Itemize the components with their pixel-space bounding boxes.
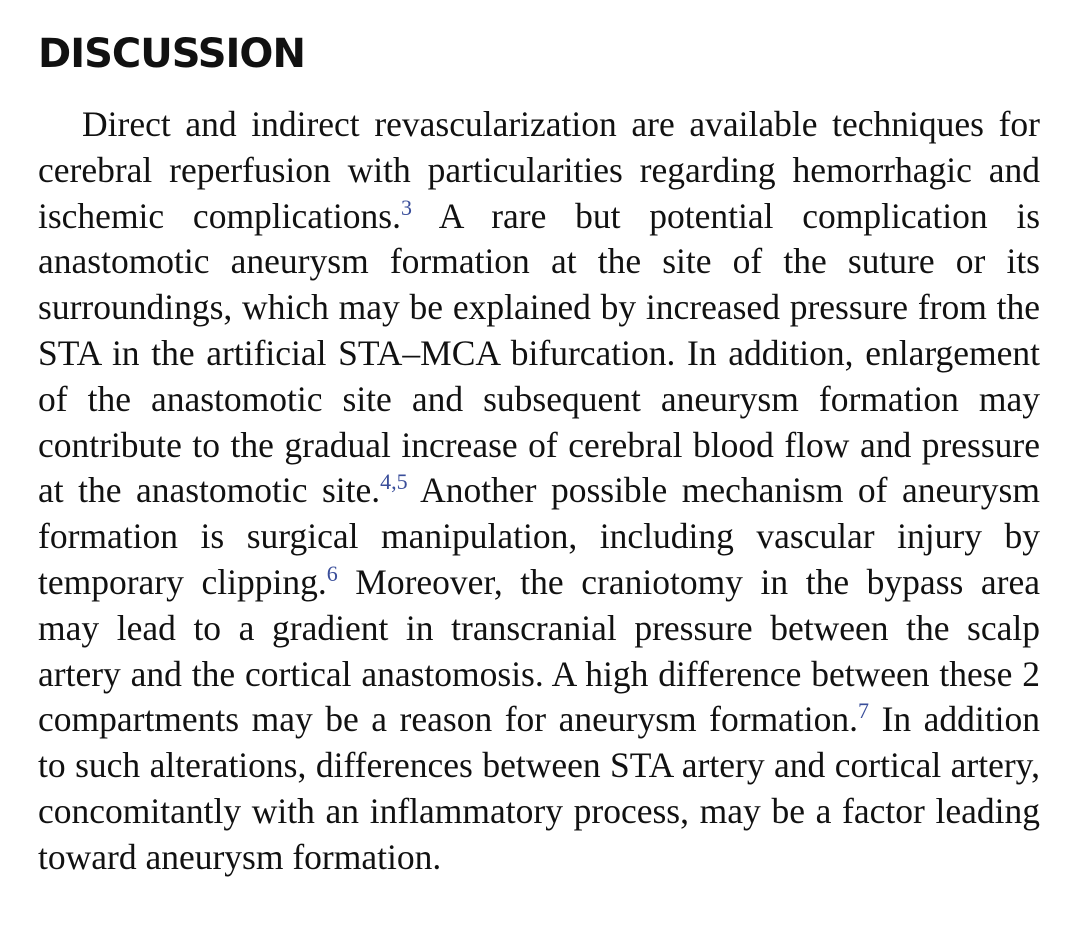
reference-link-6[interactable]: 6 xyxy=(326,560,338,586)
sentence-2: A rare but potential complication is anastomotic aneurysm formation at the site of the suture or its surroundings, which may be explained by increased pressure from the STA in the artificial STA–MCA bifurcation. In addition, enlargement of the anastomotic site and subsequent aneurysm formation may contribute to the gradual increase of cerebral blood flow and pressure at the anastomotic site. xyxy=(38,195,1041,511)
reference-link-7[interactable]: 7 xyxy=(858,698,870,724)
sentence-3: Another possible mechanism of aneurysm formation is surgical manipulation, including vascular injury by temporary clipping. xyxy=(38,470,1040,602)
article-page xyxy=(38,26,1040,881)
reference-link-4-5[interactable]: 4,5 xyxy=(380,469,408,495)
sentence-5: In addition to such alterations, differences between STA artery and cortical artery, concomitantly with an inflammatory process, may be a factor leading toward aneurysm formation. xyxy=(38,699,1040,877)
sentence-1: Direct and indirect revascularization are available techniques for cerebral reperfusion with particularities regarding hemorrhagic and ischemic complications. xyxy=(38,104,1040,236)
sentence-4: Moreover, the craniotomy in the bypass area may lead to a gradient in transcranial pressure between the scalp artery and the cortical anastomosis. A high difference between these 2 compartments may be a reason for aneurysm formation. xyxy=(38,561,1040,740)
section-heading: DISCUSSION xyxy=(38,31,305,77)
discussion-paragraph xyxy=(38,102,1040,881)
reference-link-3[interactable]: 3 xyxy=(400,194,412,220)
